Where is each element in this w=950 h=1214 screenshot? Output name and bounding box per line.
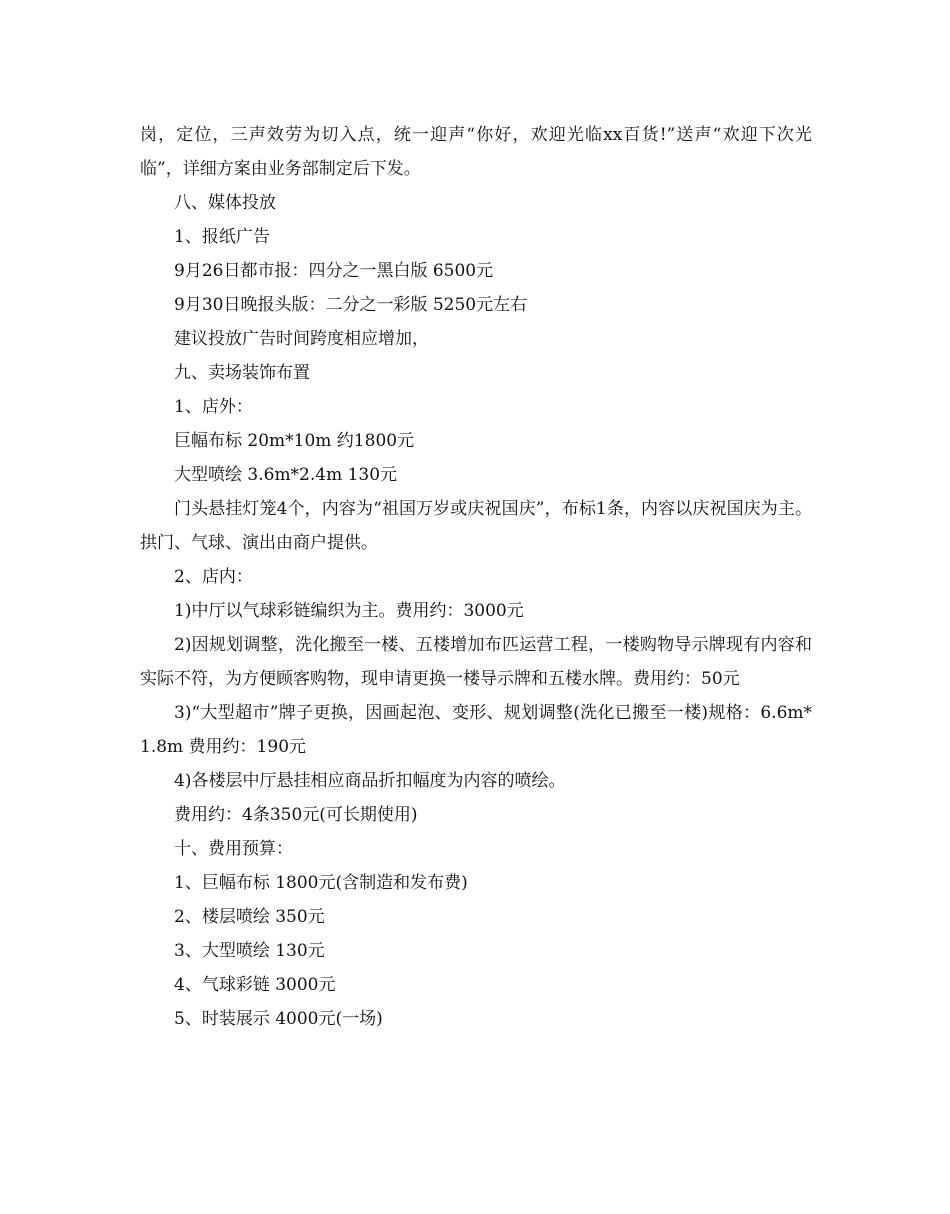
subheading-inside-store: 2、店内： bbox=[174, 567, 253, 587]
subheading-outside-store: 1、店外： bbox=[174, 397, 253, 417]
list-item: 大型喷绘 3.6m*2.4m 130元 bbox=[174, 465, 398, 485]
document-body bbox=[140, 118, 812, 1036]
budget-item: 4、气球彩链 3000元 bbox=[174, 975, 336, 995]
budget-item: 5、时装展示 4000元(一场) bbox=[174, 1009, 383, 1029]
subheading-newspaper-ads: 1、报纸广告 bbox=[174, 227, 270, 247]
paragraph-ad-suggestion: 建议投放广告时间跨度相应增加， bbox=[174, 329, 429, 349]
list-item: 4)各楼层中厅悬挂相应商品折扣幅度为内容的喷绘。 bbox=[174, 771, 566, 791]
list-item: 费用约：4条350元(可长期使用) bbox=[174, 805, 418, 825]
list-item: 1)中厅以气球彩链编织为主。费用约：3000元 bbox=[174, 601, 524, 621]
paragraph-lanterns: 门头悬挂灯笼4个，内容为“祖国万岁或庆祝国庆”，布标1条，内容以庆祝国庆为主。拱门、气球、演出由商户提供。 bbox=[140, 499, 812, 553]
budget-item: 1、巨幅布标 1800元(含制造和发布费) bbox=[174, 873, 468, 893]
list-item: 9月26日都市报：四分之一黑白版 6500元 bbox=[174, 261, 494, 281]
list-item: 巨幅布标 20m*10m 约1800元 bbox=[174, 431, 415, 451]
list-item: 3)“大型超市”牌子更换，因画起泡、变形、规划调整(洗化已搬至一楼)规格：6.6m*1.8m 费用约：190元 bbox=[140, 703, 812, 757]
list-item: 9月30日晚报头版：二分之一彩版 5250元左右 bbox=[174, 295, 528, 315]
heading-media-placement: 八、媒体投放 bbox=[174, 193, 276, 213]
paragraph-greeting-plan: 岗，定位，三声效劳为切入点，统一迎声“你好，欢迎光临xx百货!”送声“欢迎下次光临”，详细方案由业务部制定后下发。 bbox=[140, 125, 812, 179]
heading-budget: 十、费用预算： bbox=[174, 839, 293, 859]
list-item: 2)因规划调整，洗化搬至一楼、五楼增加布匹运营工程，一楼购物导示牌现有内容和实际不符，为方便顾客购物，现申请更换一楼导示牌和五楼水牌。费用约：50元 bbox=[140, 635, 812, 689]
budget-item: 3、大型喷绘 130元 bbox=[174, 941, 325, 961]
heading-store-decoration: 九、卖场装饰布置 bbox=[174, 363, 310, 383]
budget-item: 2、楼层喷绘 350元 bbox=[174, 907, 325, 927]
